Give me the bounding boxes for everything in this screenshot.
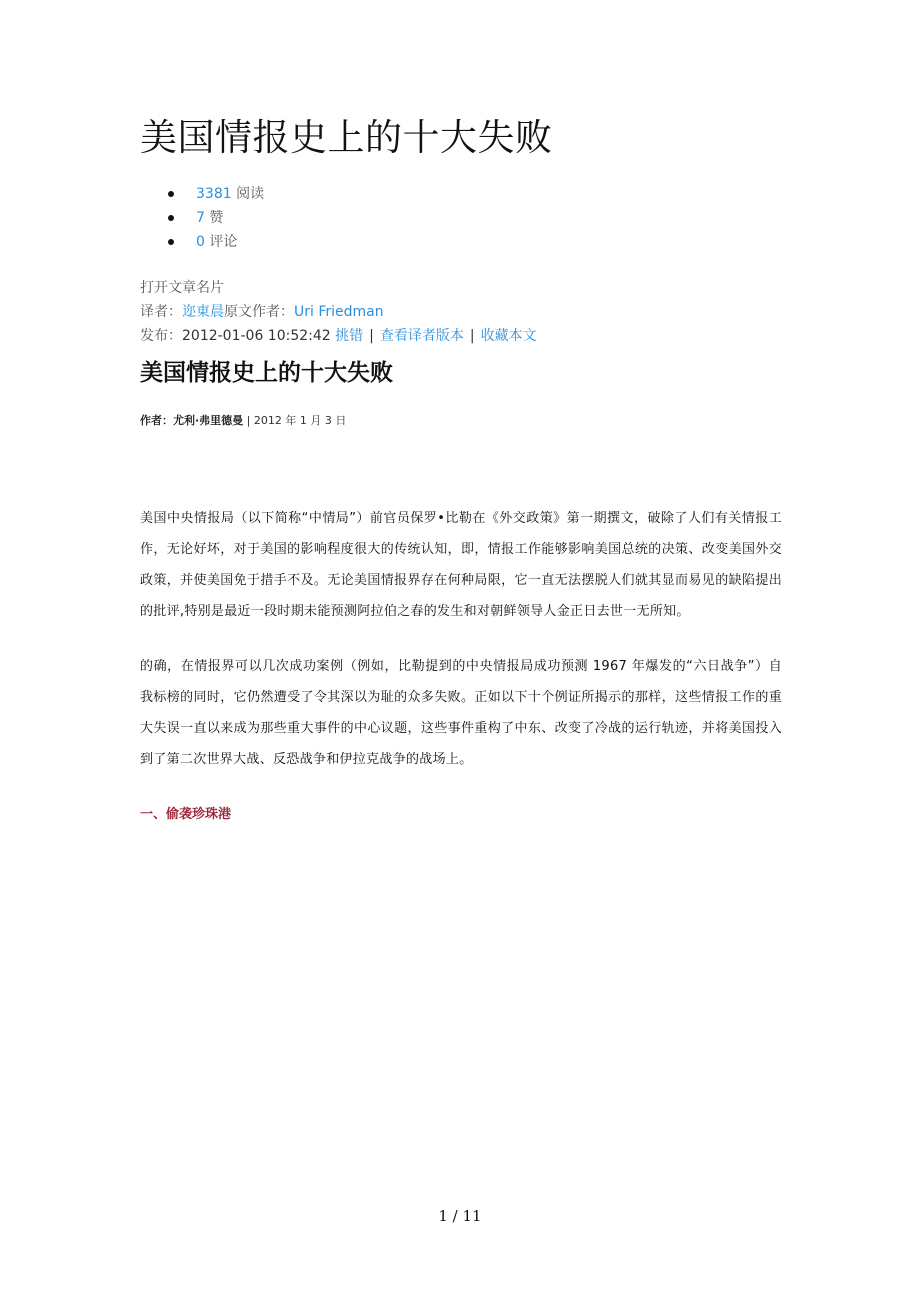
likes-label: 赞 [209, 210, 224, 226]
separator: | [369, 328, 374, 344]
article-title: 美国情报史上的十大失败 [140, 360, 393, 386]
bullet-icon [168, 239, 174, 245]
bullet-icon [168, 215, 174, 221]
article-card-link-row [140, 276, 224, 300]
original-author-prefix: 原文作者： [224, 304, 294, 320]
view-translator-version-link[interactable]: 查看译者版本 [379, 328, 464, 344]
publish-row [140, 324, 537, 348]
open-article-card-link[interactable]: 打开文章名片 [140, 280, 224, 296]
article-paragraph-1: 美国中央情报局（以下简称“中情局”）前官员保罗•比勒在《外交政策》第一期撰文，破除了人们有关情报工作，无论好坏，对于美国的影响程度很大的传统认知，即，情报工作能够影响美国总统的决策、改变美国外交政策，并使美国免于措手不及。无论美国情报界存在何种局限，它一直无法摆脱人们就其显而易见的缺陷提出的批评,特别是最近一段时期未能预测阿拉伯之春的发生和对朝鲜领导人金正日去世一无所知。 [140, 511, 782, 619]
translator-prefix: 译者： [140, 304, 182, 320]
comments-count-link[interactable]: 0 [196, 234, 205, 250]
report-error-link[interactable]: 挑错 [335, 328, 364, 344]
published-datetime: 2012-01-06 10:52:42 [182, 328, 331, 344]
article-paragraph-2: 的确，在情报界可以几次成功案例（例如，比勒提到的中央情报局成功预测 1967 年爆发的“六日战争”）自我标榜的同时，它仍然遭受了令其深以为耻的众多失败。正如以下十个例证所揭示的那样，这些情报工作的重大失误一直以来成为那些重大事件的中心议题，这些事件重构了中东、改变了冷战的运行轨迹，并将美国投入到了第二次世界大战、反恐战争和伊拉克战争的战场上。 [140, 659, 782, 767]
stat-comments [140, 230, 264, 254]
bookmark-article-link[interactable]: 收藏本文 [480, 328, 537, 344]
published-prefix: 发布： [140, 328, 182, 344]
reads-label: 阅读 [236, 186, 265, 202]
comments-label: 评论 [209, 234, 238, 250]
bullet-icon [168, 191, 174, 197]
byline-author: 作者：尤利·弗里德曼 [140, 414, 244, 427]
article-stats-list [140, 182, 264, 254]
page-title: 美国情报史上的十大失败 [140, 116, 553, 159]
byline-date: | 2012 年 1 月 3 日 [243, 414, 347, 427]
article-byline [140, 412, 346, 430]
translator-name-link[interactable]: 迩東晨 [182, 304, 224, 320]
reads-count-link[interactable]: 3381 [196, 186, 232, 202]
stat-reads [140, 182, 264, 206]
likes-count-link[interactable]: 7 [196, 210, 205, 226]
stat-likes [140, 206, 264, 230]
separator: | [469, 328, 475, 344]
section-heading-1: 一、偷袭珍珠港 [140, 807, 232, 822]
original-author-link[interactable]: Uri Friedman [294, 304, 384, 320]
page-number: 1 / 11 [438, 1207, 482, 1225]
translator-row [140, 300, 384, 324]
